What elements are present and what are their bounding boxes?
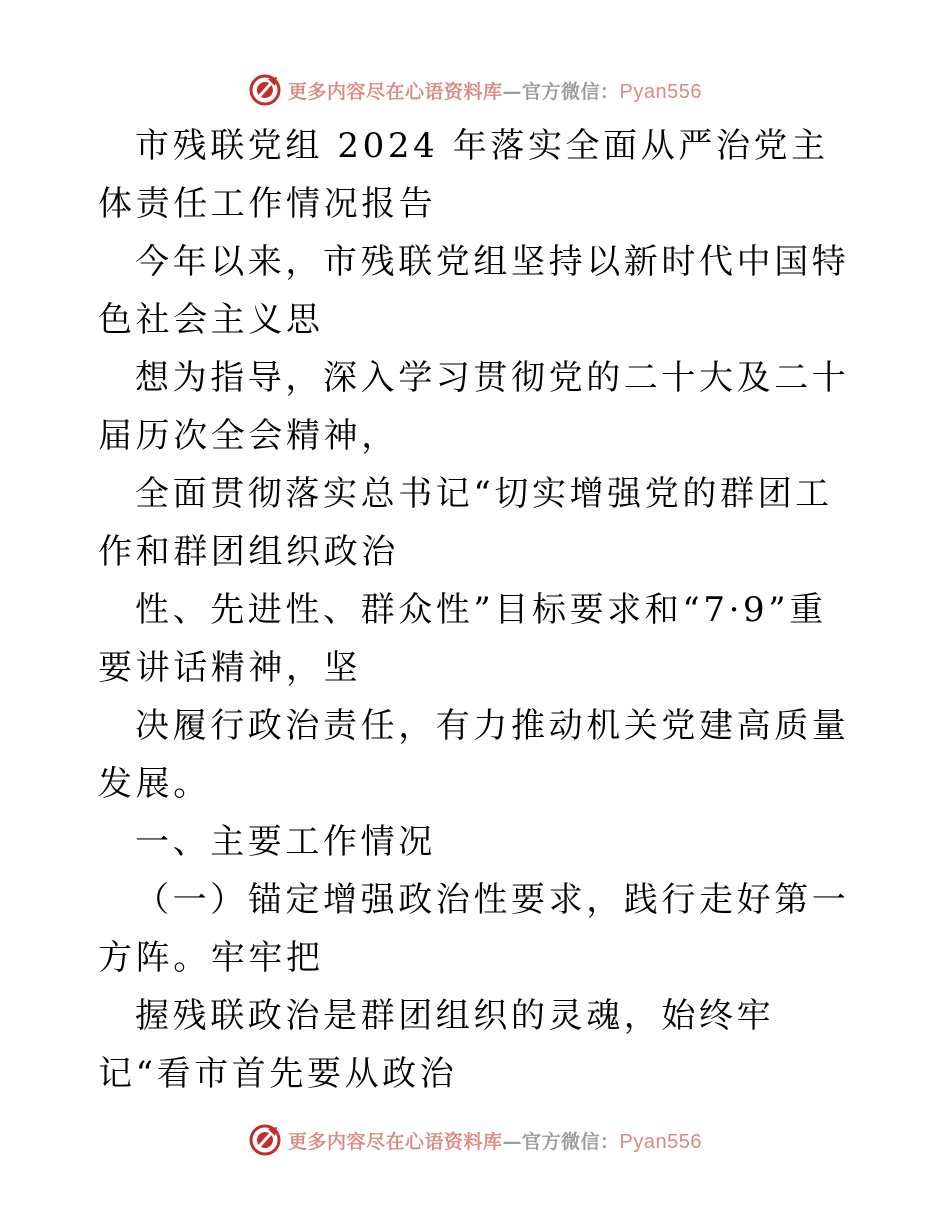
document-body [98,117,858,1103]
banner-text [288,77,702,104]
section-heading: 一、主要工作情况 [135,822,436,862]
paragraph: 决履行政治责任，有力推动机关党建高质量发展。 [98,706,850,804]
paragraph: （一）锚定增强政治性要求，践行走好第一方阵。牢牢把 [98,880,850,978]
header-banner [0,70,950,110]
banner-main-text: 更多内容尽在心语资料库 [288,1130,503,1153]
paragraph: 性、先进性、群众性”目标要求和“7·9”重要讲话精神，坚 [98,590,827,688]
banner-wechat-id: Pyan556 [619,80,702,103]
banner-separator-text: —官方微信： [502,80,620,103]
brand-logo-icon [248,1123,282,1157]
paragraph: 想为指导，深入学习贯彻党的二十大及二十届历次全会精神， [98,358,850,456]
banner-separator-text: —官方微信： [502,1130,620,1153]
banner-wechat-id: Pyan556 [619,1130,702,1153]
document-title: 市残联党组 2024 年落实全面从严治党主体责任工作情况报告 [98,126,829,224]
paragraph: 握残联政治是群团组织的灵魂，始终牢记“看市首先要从政治 [98,996,775,1094]
footer-banner [0,1120,950,1160]
banner-text [288,1127,702,1154]
brand-logo-icon [248,73,282,107]
paragraph: 今年以来，市残联党组坚持以新时代中国特色社会主义思 [98,242,850,340]
paragraph: 全面贯彻落实总书记“切实增强党的群团工作和群团组织政治 [98,474,833,572]
banner-main-text: 更多内容尽在心语资料库 [288,80,503,103]
